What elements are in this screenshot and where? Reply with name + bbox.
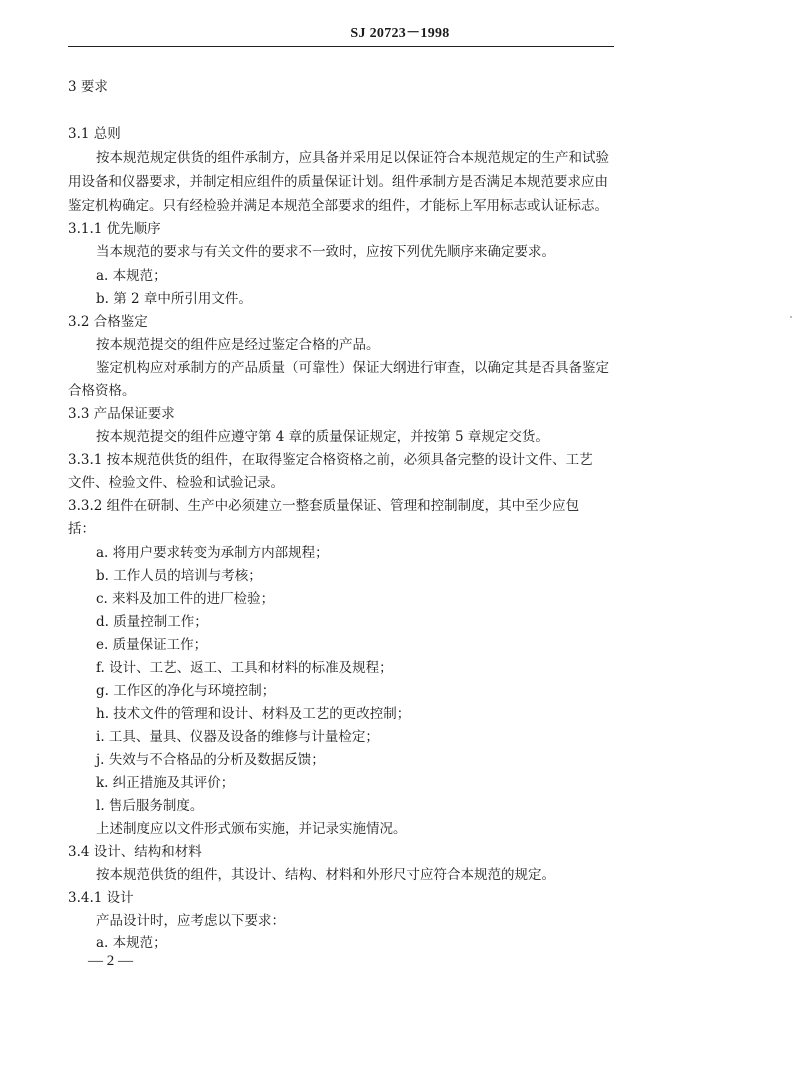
list-item: f. 设计、工艺、返工、工具和材料的标准及规程； [96, 660, 393, 676]
header-rule [68, 46, 614, 47]
section-heading-3-4-1: 3.4.1 设计 [68, 890, 134, 906]
paragraph-line: 按本规范提交的组件应是经过鉴定合格的产品。 [96, 337, 380, 353]
section-heading-3-3: 3.3 产品保证要求 [68, 406, 175, 422]
paragraph-line: 按本规范规定供货的组件承制方，应具备并采用足以保证符合本规范规定的生产和试验 [96, 150, 609, 166]
list-item: a. 本规范； [96, 268, 167, 284]
scan-speck [790, 316, 792, 318]
section-heading-3-2: 3.2 合格鉴定 [68, 314, 148, 330]
paragraph-line: 文件、检验文件、检验和试验记录。 [68, 475, 284, 491]
paragraph-line: 产品设计时，应考虑以下要求： [96, 913, 285, 929]
standard-id-header: SJ 20723－1998 [350, 26, 450, 41]
list-item: h. 技术文件的管理和设计、材料及工艺的更改控制； [96, 706, 411, 722]
section-heading-3: 3 要求 [68, 79, 108, 95]
paragraph-line: 按本规范供货的组件，其设计、结构、材料和外形尺寸应符合本规范的规定。 [96, 867, 555, 883]
page-number: — 2 — [88, 953, 133, 969]
list-item: d. 质量控制工作； [96, 614, 208, 630]
list-item: c. 来料及加工件的进厂检验； [96, 591, 275, 607]
section-heading-3-1: 3.1 总则 [68, 126, 121, 142]
list-item: e. 质量保证工作； [96, 637, 208, 653]
list-item: k. 纠正措施及其评价； [96, 775, 235, 791]
list-item: i. 工具、量具、仪器及设备的维修与计量检定； [96, 729, 379, 745]
list-item: a. 将用户要求转变为承制方内部规程； [96, 545, 329, 561]
paragraph-line: 合格资格。 [68, 383, 136, 399]
paragraph-line: 3.3.2 组件在研制、生产中必须建立一整套质量保证、管理和控制制度，其中至少应包 [68, 498, 580, 514]
paragraph-line: 上述制度应以文件形式颁布实施，并记录实施情况。 [96, 821, 407, 837]
paragraph-line: 当本规范的要求与有关文件的要求不一致时，应按下列优先顺序来确定要求。 [96, 244, 555, 260]
paragraph-line: 3.3.1 按本规范供货的组件，在取得鉴定合格资格之前，必须具备完整的设计文件、工艺 [68, 452, 593, 468]
list-item: l. 售后服务制度。 [96, 798, 204, 814]
list-item: j. 失效与不合格品的分析及数据反馈； [96, 752, 325, 768]
list-item: b. 工作人员的培训与考核； [96, 568, 262, 584]
paragraph-line: 用设备和仪器要求，并制定相应组件的质量保证计划。组件承制方是否满足本规范要求应由 [68, 174, 608, 190]
section-heading-3-1-1: 3.1.1 优先顺序 [68, 221, 161, 237]
paragraph-line: 鉴定机构应对承制方的产品质量（可靠性）保证大纲进行审查，以确定其是否具备鉴定 [96, 360, 609, 376]
paragraph-line: 括： [68, 521, 95, 537]
list-item: b. 第 2 章中所引用文件。 [96, 291, 252, 307]
section-heading-3-4: 3.4 设计、结构和材料 [68, 844, 202, 860]
paragraph-line: 鉴定机构确定。只有经检验并满足本规范全部要求的组件，才能标上军用标志或认证标志。 [68, 198, 608, 214]
list-item: g. 工作区的净化与环境控制； [96, 683, 276, 699]
list-item: a. 本规范； [96, 935, 167, 951]
paragraph-line: 按本规范提交的组件应遵守第 4 章的质量保证规定，并按第 5 章规定交货。 [96, 429, 549, 445]
